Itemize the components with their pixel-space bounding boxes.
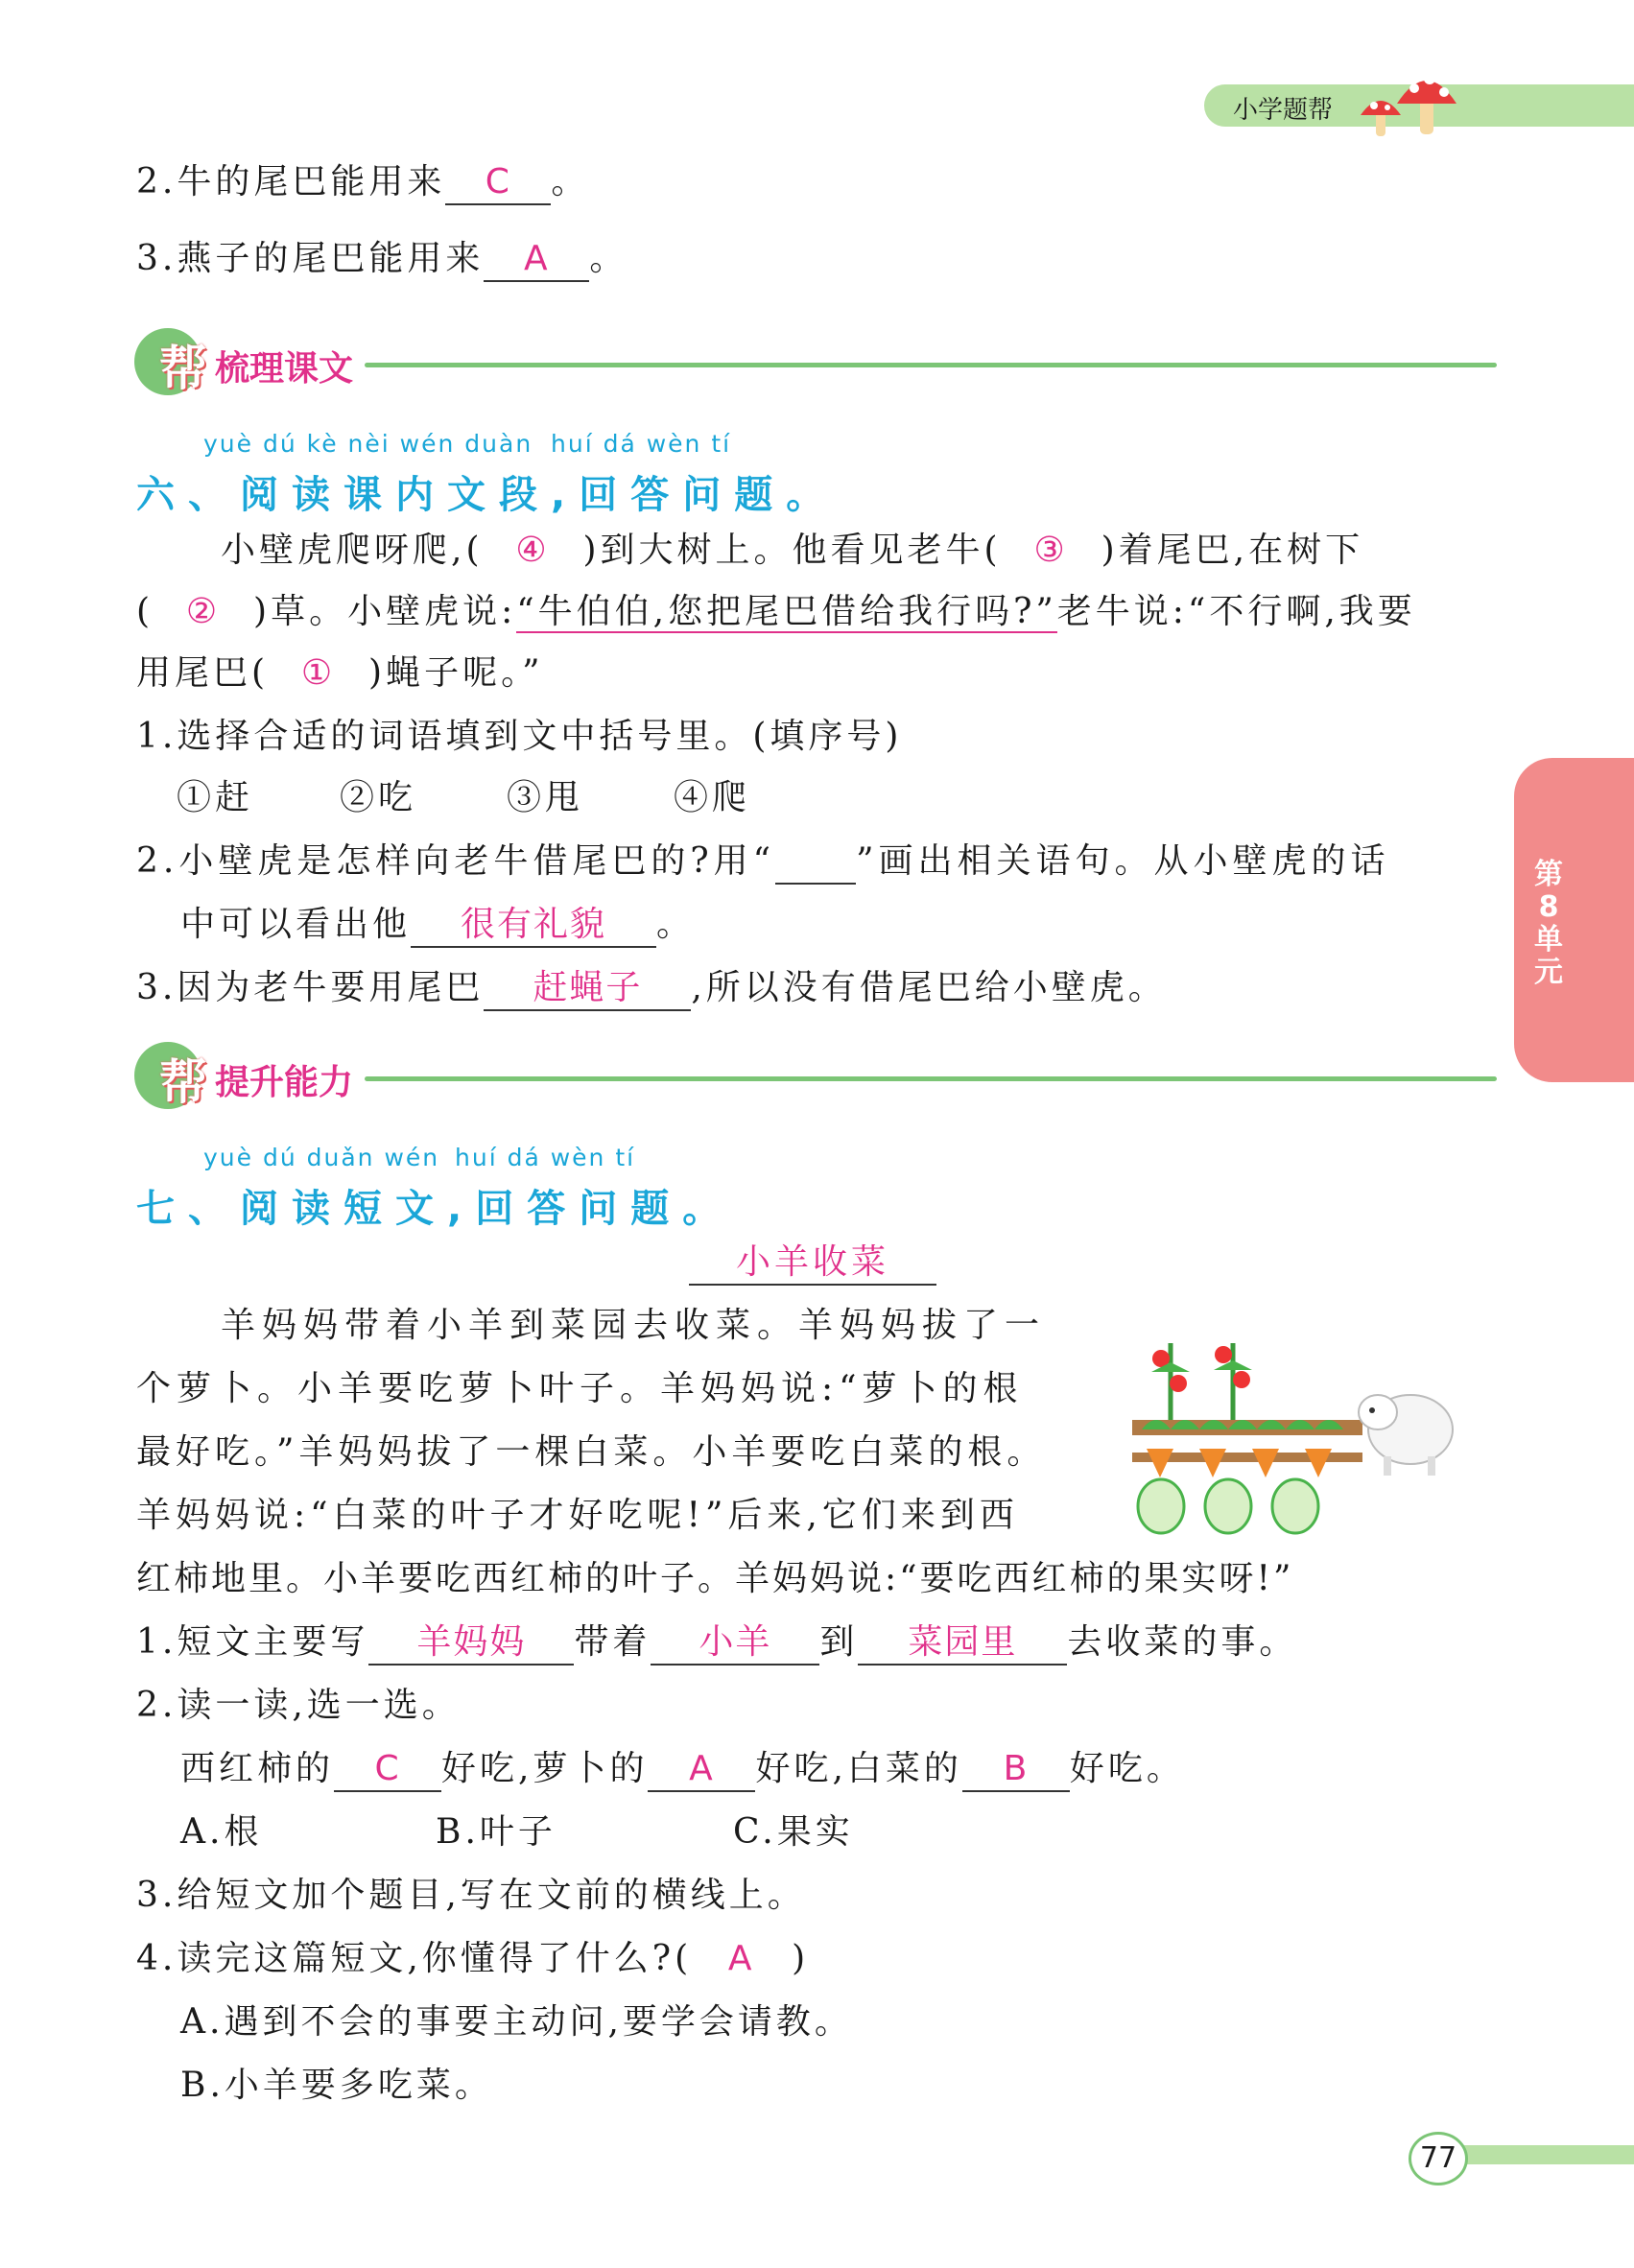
sub3-text: ,所以没有借尾巴给小壁虎。 — [691, 968, 1167, 1007]
section-improve — [134, 1038, 1497, 1115]
q6-sub2-line1 — [136, 839, 1389, 885]
q7-sub1 — [136, 1619, 1297, 1666]
unit-label: 第8单元 — [1534, 858, 1563, 989]
q7-text: 到 — [819, 1622, 859, 1662]
option-1: ①赶 — [177, 778, 254, 817]
sub3-text: 3.因为老牛要用尾巴 — [136, 968, 485, 1007]
section-badge-char: 帮 — [159, 1054, 207, 1110]
q7-sub2-answer-2: A — [648, 1748, 755, 1792]
q7-sub2-fill — [180, 1746, 1185, 1792]
option-c: C.果实 — [733, 1812, 854, 1852]
q6-heading-a: 六、阅读课内文段 — [136, 473, 551, 517]
sub2-text: 。 — [656, 905, 696, 944]
q7-sub1-answer-2: 小羊 — [651, 1621, 819, 1666]
p-text: 老牛说:“不行啊,我要 — [1056, 592, 1416, 631]
q7-heading-a: 七、阅读短文 — [136, 1187, 447, 1231]
q2-prefix: 2.牛的尾巴能用来 — [136, 162, 446, 201]
story-line-5: 红柿地里。小羊要吃西红柿的叶子。羊妈妈说:“要吃西红柿的果实呀!” — [136, 1559, 1294, 1598]
q6-sub3 — [136, 965, 1167, 1011]
q6-heading-b: ,回答问题。 — [551, 473, 839, 517]
q7-sub4-answer: A — [727, 1939, 756, 1978]
q7-text: 好吃。 — [1069, 1749, 1185, 1788]
blank-answer-3: ② — [185, 592, 222, 631]
q7-sub2-answer-3: B — [962, 1748, 1070, 1792]
p-text: )蝇子呢。” — [368, 653, 544, 693]
blank-answer-2: ③ — [1033, 531, 1069, 570]
q6-passage-line1 — [221, 528, 1363, 574]
q7-text: 4.读完这篇短文,你懂得了什么?( — [136, 1939, 693, 1978]
option-4: ④爬 — [674, 778, 751, 817]
q7-sub1-answer-1: 羊妈妈 — [368, 1621, 574, 1666]
q3-prefix: 3.燕子的尾巴能用来 — [136, 239, 485, 278]
brand-label: 小学题帮 — [1233, 96, 1334, 125]
q6-passage-line2 — [136, 589, 1416, 635]
story-title: 小羊收菜 — [689, 1241, 936, 1286]
question-3 — [136, 236, 628, 282]
sub2-answer: 很有礼貌 — [411, 904, 656, 948]
q7-heading — [136, 1178, 734, 1233]
q2-suffix: 。 — [551, 162, 590, 201]
blank-answer-4: ① — [300, 653, 337, 693]
q2-answer: C — [445, 161, 551, 205]
story-line-4: 羊妈妈说:“白菜的叶子才好吃呢!”后来,它们来到西 — [136, 1496, 1019, 1535]
q7-text: 去收菜的事。 — [1067, 1622, 1298, 1662]
q7-sub4-option-a: A.遇到不会的事要主动问,要学会请教。 — [180, 2002, 853, 2042]
sub2-text: 2.小壁虎是怎样向老牛借尾巴的?用“ — [136, 841, 776, 881]
story-line-2: 个萝卜。小羊要吃萝卜叶子。羊妈妈说:“萝卜的根 — [136, 1369, 1024, 1408]
q3-answer: A — [484, 238, 589, 282]
q7-text: ) — [792, 1939, 810, 1978]
q6-passage-line3 — [136, 650, 544, 697]
q7-sub2-answer-1: C — [334, 1748, 441, 1792]
q7-text: 西红柿的 — [180, 1749, 335, 1788]
q7-sub4 — [136, 1936, 809, 1982]
p-text: 小壁虎爬呀爬,( — [221, 531, 484, 570]
mushroom-icon — [1353, 58, 1458, 144]
q7-text: 带着 — [574, 1622, 651, 1662]
q7-sub4-option-b: B.小羊要多吃菜。 — [180, 2066, 493, 2105]
section-rule — [365, 1076, 1497, 1081]
option-a: A.根 — [180, 1812, 263, 1852]
q7-text: 1.短文主要写 — [136, 1622, 369, 1662]
q7-pinyin-a: yuè dú duǎn wén — [203, 1144, 440, 1171]
p-text: )到大树上。他看见老牛( — [582, 531, 1002, 570]
q6-sub2-line2 — [180, 902, 695, 948]
garden-illustration — [1123, 1324, 1468, 1545]
q7-text: 好吃,白菜的 — [755, 1749, 962, 1788]
underlined-quote: “牛伯伯,您把尾巴借给我行吗?” — [516, 592, 1057, 631]
story-line-3: 最好吃。”羊妈妈拔了一棵白菜。小羊要吃白菜的根。 — [136, 1432, 1047, 1472]
q7-sub2-title: 2.读一读,选一选。 — [136, 1686, 461, 1725]
q3-suffix: 。 — [589, 239, 628, 278]
section-title: 梳理课文 — [215, 349, 354, 389]
sub2-text: 中可以看出他 — [180, 905, 412, 944]
q7-sub3: 3.给短文加个题目,写在文前的横线上。 — [136, 1876, 806, 1915]
p-text: 用尾巴( — [136, 653, 270, 693]
page-number: 77 — [1409, 2132, 1468, 2185]
q7-pinyin-b: huí dá wèn tí — [455, 1144, 636, 1171]
question-2 — [136, 159, 589, 205]
q6-pinyin-b: huí dá wèn tí — [551, 430, 732, 458]
underline-blank — [775, 854, 856, 885]
q7-text: 好吃,萝卜的 — [441, 1749, 649, 1788]
option-3: ③甩 — [507, 778, 584, 817]
story-line-1: 羊妈妈带着小羊到菜园去收菜。羊妈妈拔了一 — [221, 1306, 1047, 1345]
option-2: ②吃 — [340, 778, 417, 817]
section-sort-text — [134, 324, 1497, 401]
q6-options — [177, 775, 750, 821]
section-badge-char: 帮 — [159, 341, 207, 396]
section-title: 提升能力 — [215, 1063, 354, 1102]
p-text: )草。小壁虎说: — [253, 592, 517, 631]
blank-answer-1: ④ — [515, 531, 551, 570]
p-text: ( — [136, 592, 154, 631]
section-rule — [365, 363, 1497, 367]
option-b: B.叶子 — [436, 1812, 557, 1852]
q7-heading-b: ,回答问题。 — [447, 1187, 735, 1231]
q7-sub2-options — [180, 1809, 854, 1855]
q6-pinyin-a: yuè dú kè nèi wén duàn — [203, 430, 533, 458]
sub2-text: ”画出相关语句。从小壁虎的话 — [856, 841, 1390, 881]
q6-sub1: 1.选择合适的词语填到文中括号里。(填序号) — [136, 717, 903, 756]
sub3-answer: 赶蝇子 — [484, 967, 691, 1011]
p-text: )着尾巴,在树下 — [1101, 531, 1364, 570]
q7-sub1-answer-3: 菜园里 — [858, 1621, 1067, 1666]
q6-heading — [136, 464, 838, 519]
